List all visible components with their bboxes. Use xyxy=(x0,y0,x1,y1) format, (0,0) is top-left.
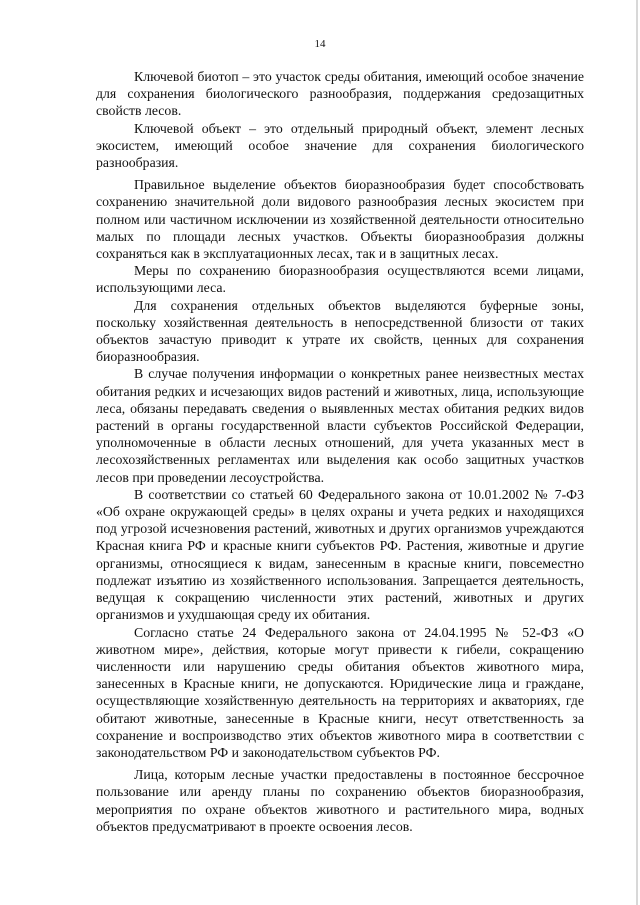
paragraph-key-object: Ключевой объект – это отдельный природный объект, элемент лесных экосистем, имеющий особое значение для сохранения биологического разнообразия. xyxy=(96,120,584,171)
paragraph-rare-species-info: В случае получения информации о конкретных ранее неизвестных местах обитания редких и исчезающих видов растений и животных, лица, использующие леса, обязаны передавать сведения о выявленных местах обитания редких видов растений в органы государственной власти субъектов Российской Федерации, уполномоченные в области лесных отношений, для учета указанных мест в лесохозяйственных регламентах или выделения как особо защитных участков лесов при проведении лесоустройства. xyxy=(96,366,584,485)
paragraph-wildlife-law: Согласно статье 24 Федерального закона от 24.04.1995 № 52-ФЗ «О животном мире», действия, которые могут привести к гибели, сокращению численности или нарушению среды обитания объектов животного мира, занесенных в Красные книги, не допускаются. Юридические лица и граждане, осуществляющие хозяйственную деятельность на территориях и акваториях, где обитают животные, занесенные в Красные книги, несут ответственность за сохранение и воспроизводство этих объектов животного мира в соответствии с законодательством РФ и законодательством субъектов РФ. xyxy=(96,624,584,760)
paragraph-red-book-law: В соответствии со статьей 60 Федерального закона от 10.01.2002 № 7-ФЗ «Об охране окружающей среды» в целях охраны и учета редких и находящихся под угрозой исчезновения растений, животных и других организмов учреждаются Красная книга РФ и красные книги субъектов РФ. Растения, животные и другие организмы, относящиеся к видам, занесенным в красные книги, повсеместно подлежат изъятию из хозяйственного использования. Запрещается деятельность, ведущая к сокращению численности этих растений, животных и других организмов и ухудшающая среду их обитания. xyxy=(96,486,584,623)
paragraph-biodiversity-selection: Правильное выделение объектов биоразнообразия будет способствовать сохранению значительной доли видового разнообразия лесных экосистем при полном или частичном исключении из хозяйственной деятельности относительно малых по площади лесных участков. Объекты биоразнообразия должны сохраняться как в эксплуатационных лесах, так и в защитных лесах. xyxy=(96,177,584,262)
page-number: 14 xyxy=(314,38,326,50)
paragraph-forest-development-project: Лица, которым лесные участки предоставлены в постоянное бессрочное пользование или аренду планы по сохранению объектов биоразнообразия, мероприятия по охране объектов животного и растительного мира, водных объектов предусматривают в проекте освоения лесов. xyxy=(96,767,584,834)
paragraph-buffer-zones: Для сохранения отдельных объектов выделяются буферные зоны, поскольку хозяйственная деятельность в непосредственной близости от таких объектов зачастую приводит к утрате их свойств, ценных для сохранения биоразнообразия. xyxy=(96,297,584,365)
paragraph-biodiversity-measures: Меры по сохранению биоразнообразия осуществляются всеми лицами, использующими леса. xyxy=(96,263,584,296)
scan-edge-shadow xyxy=(636,0,638,905)
document-body xyxy=(96,68,584,835)
paragraph-key-biotope: Ключевой биотоп – это участок среды обитания, имеющий особое значение для сохранения биологического разнообразия, поддержания средозащитных свойств лесов. xyxy=(96,69,584,119)
